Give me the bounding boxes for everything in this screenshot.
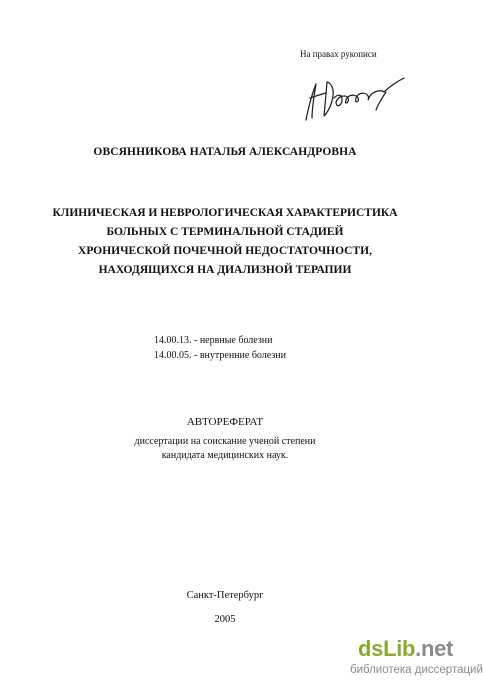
abstract-label: АВТОРЕФЕРАТ xyxy=(186,416,264,428)
title-line: ХРОНИЧЕСКОЙ ПОЧЕЧНОЙ НЕДОСТАТОЧНОСТИ, xyxy=(78,245,372,257)
specialty-line: 14.00.05. - внутренние болезни xyxy=(154,349,286,361)
watermark-brand-main: dsLib xyxy=(358,636,416,661)
watermark-subtitle: библиотека диссертаций xyxy=(350,664,483,676)
manuscript-note: На правах рукописи xyxy=(300,49,377,59)
watermark-logo xyxy=(350,636,483,682)
publication-year: 2005 xyxy=(214,614,236,625)
dissertation-title xyxy=(0,204,450,280)
abstract-line: диссертации на соискание ученой степени xyxy=(134,436,316,447)
specialty-codes xyxy=(154,334,286,363)
watermark-brand-domain: .net xyxy=(415,636,454,661)
publication-city: Санкт-Петербург xyxy=(186,590,264,601)
title-line: НАХОДЯЩИХСЯ НА ДИАЛИЗНОЙ ТЕРАПИИ xyxy=(98,264,352,276)
title-line: БОЛЬНЫХ С ТЕРМИНАЛЬНОЙ СТАДИЕЙ xyxy=(106,226,344,238)
author-name: ОВСЯННИКОВА НАТАЛЬЯ АЛЕКСАНДРОВНА xyxy=(93,146,357,158)
handwritten-signature xyxy=(300,74,412,124)
specialty-line: 14.00.13. - нервные болезни xyxy=(154,335,273,346)
watermark-brand xyxy=(358,636,453,662)
abstract-line: кандидата медицинских наук. xyxy=(161,450,289,461)
title-line: КЛИНИЧЕСКАЯ И НЕВРОЛОГИЧЕСКАЯ ХАРАКТЕРИСТИКА xyxy=(52,207,398,219)
abstract-description xyxy=(0,435,450,463)
